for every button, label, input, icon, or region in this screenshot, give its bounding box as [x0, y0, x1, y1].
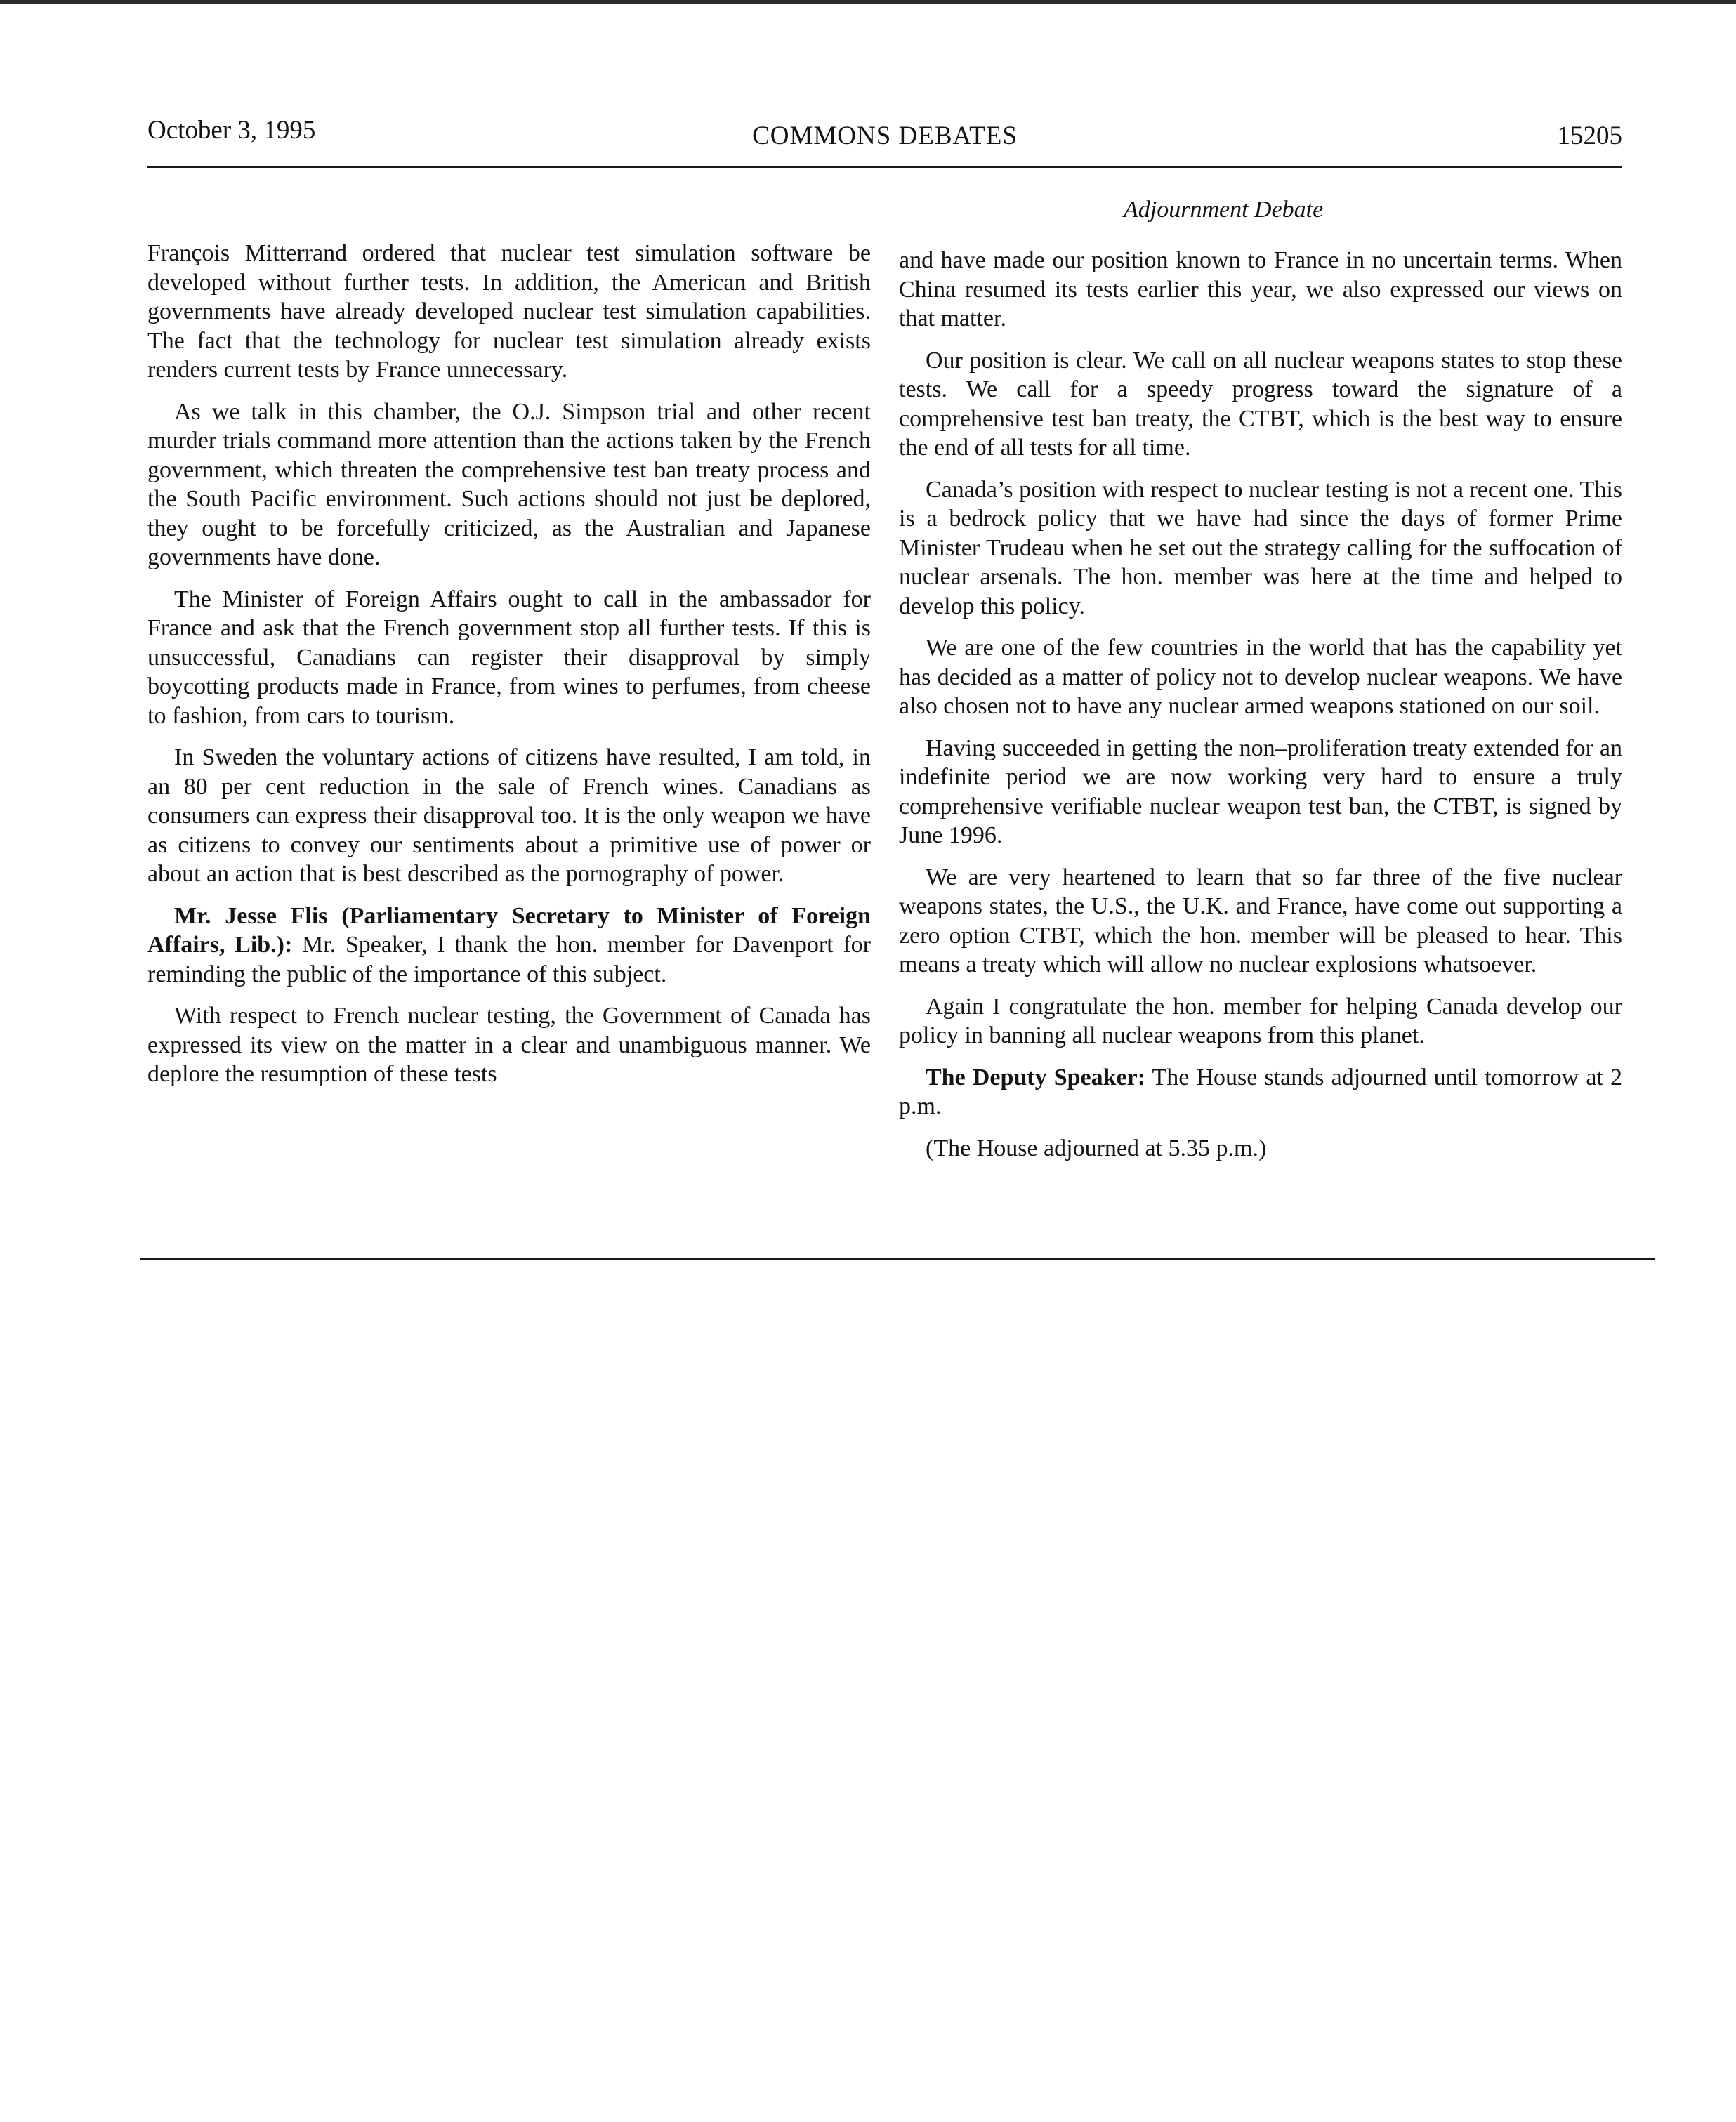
- paragraph: Having succeeded in getting the non–proliferation treaty extended for an indefinite period we are now working very hard to ensure a truly comprehensive verifiable nuclear weapon test ban, the CTBT, is signed by June 1996.: [899, 734, 1622, 848]
- header-rule: [147, 166, 1622, 168]
- speech-text: Mr. Speaker, I thank the hon. member for Davenport for reminding the public of the importance of this subject.: [147, 932, 871, 987]
- paragraph: The Minister of Foreign Affairs ought to call in the ambassador for France and ask that the French government stop all further tests. If this is unsuccessful, Canadians can register their disapproval by simply boycotting products made in France, from wines to perfumes, from cheese to fashion, from cars to tourism.: [147, 586, 871, 729]
- paragraph: We are very heartened to learn that so far three of the five nuclear weapons states, the U.S., the U.K. and France, have come out supporting a zero option CTBT, which the hon. member will be pleased to hear. This means a treaty which will allow no nuclear explosions whatsoever.: [899, 864, 1622, 977]
- running-head: Adjournment Debate: [1124, 197, 1324, 223]
- speech-text: The House stands adjourned until tomorrow at 2 p.m.: [899, 1064, 1622, 1119]
- paragraph: Our position is clear. We call on all nuclear weapons states to stop these tests. We call for a speedy progress toward the signature of a comprehensive test ban treaty, the CTBT, which is the best way to ensure the end of all tests for all time.: [899, 347, 1622, 461]
- scan-edge: [0, 0, 1736, 4]
- page-number: 15205: [1557, 121, 1622, 150]
- paragraph: With respect to French nuclear testing, the Government of Canada has expressed its view on the matter in a clear and unambiguous manner. We deplore the resumption of these tests: [147, 1003, 871, 1087]
- paragraph: We are one of the few countries in the world that has the capability yet has decided as a matter of policy not to develop nuclear weapons. We have also chosen not to have any nuclear armed weapons stationed on our soil.: [899, 635, 1622, 719]
- paragraph: and have made our position known to France in no uncertain terms. When China resumed its tests earlier this year, we also expressed our views on that matter.: [899, 247, 1622, 331]
- adjournment-note: (The House adjourned at 5.35 p.m.): [926, 1135, 1267, 1161]
- paragraph: As we talk in this chamber, the O.J. Simpson trial and other recent murder trials command more attention than the actions taken by the French government, which threaten the comprehensive test ban treaty process and the South Pacific environment. Such actions should not just be deplored, they ought to be forcefully criticized, as the Australian and Japanese governments have done.: [147, 398, 871, 570]
- paragraph: In Sweden the voluntary actions of citizens have resulted, I am told, in an 80 per cent reduction in the sale of French wines. Canadians as consumers can express their disapproval too. It is the only weapon we have as citizens to convey our sentiments about a primitive use of power or about an action that is best described as the pornography of power.: [147, 744, 871, 887]
- right-column: [899, 246, 1622, 1175]
- header-date: October 3, 1995: [147, 116, 316, 145]
- speaker-name: Mr. Jesse Flis (Parliamentary Secretary to Minister of Foreign Affairs, Lib.):: [147, 902, 871, 958]
- speaker-name: The Deputy Speaker:: [926, 1064, 1146, 1090]
- footer-rule: [140, 1258, 1655, 1260]
- header-title: COMMONS DEBATES: [752, 121, 1018, 150]
- paragraph: Canada’s position with respect to nuclear testing is not a recent one. This is a bedrock policy that we have had since the days of former Prime Minister Trudeau when he set out the strategy calling for the suffocation of nuclear arsenals. The hon. member was here at the time and helped to develop this policy.: [899, 476, 1622, 619]
- page-header: [147, 112, 1622, 154]
- left-column: [147, 239, 871, 1102]
- paragraph: Again I congratulate the hon. member for helping Canada develop our policy in banning all nuclear weapons from this planet.: [899, 993, 1622, 1048]
- paragraph: François Mitterrand ordered that nuclear test simulation software be developed without further tests. In addition, the American and British governments have already developed nuclear test simulation capabilities. The fact that the technology for nuclear test simulation already exists renders current tests by France unnecessary.: [147, 240, 871, 383]
- speech-paragraph: [899, 1063, 1622, 1121]
- speech-paragraph: [147, 902, 871, 989]
